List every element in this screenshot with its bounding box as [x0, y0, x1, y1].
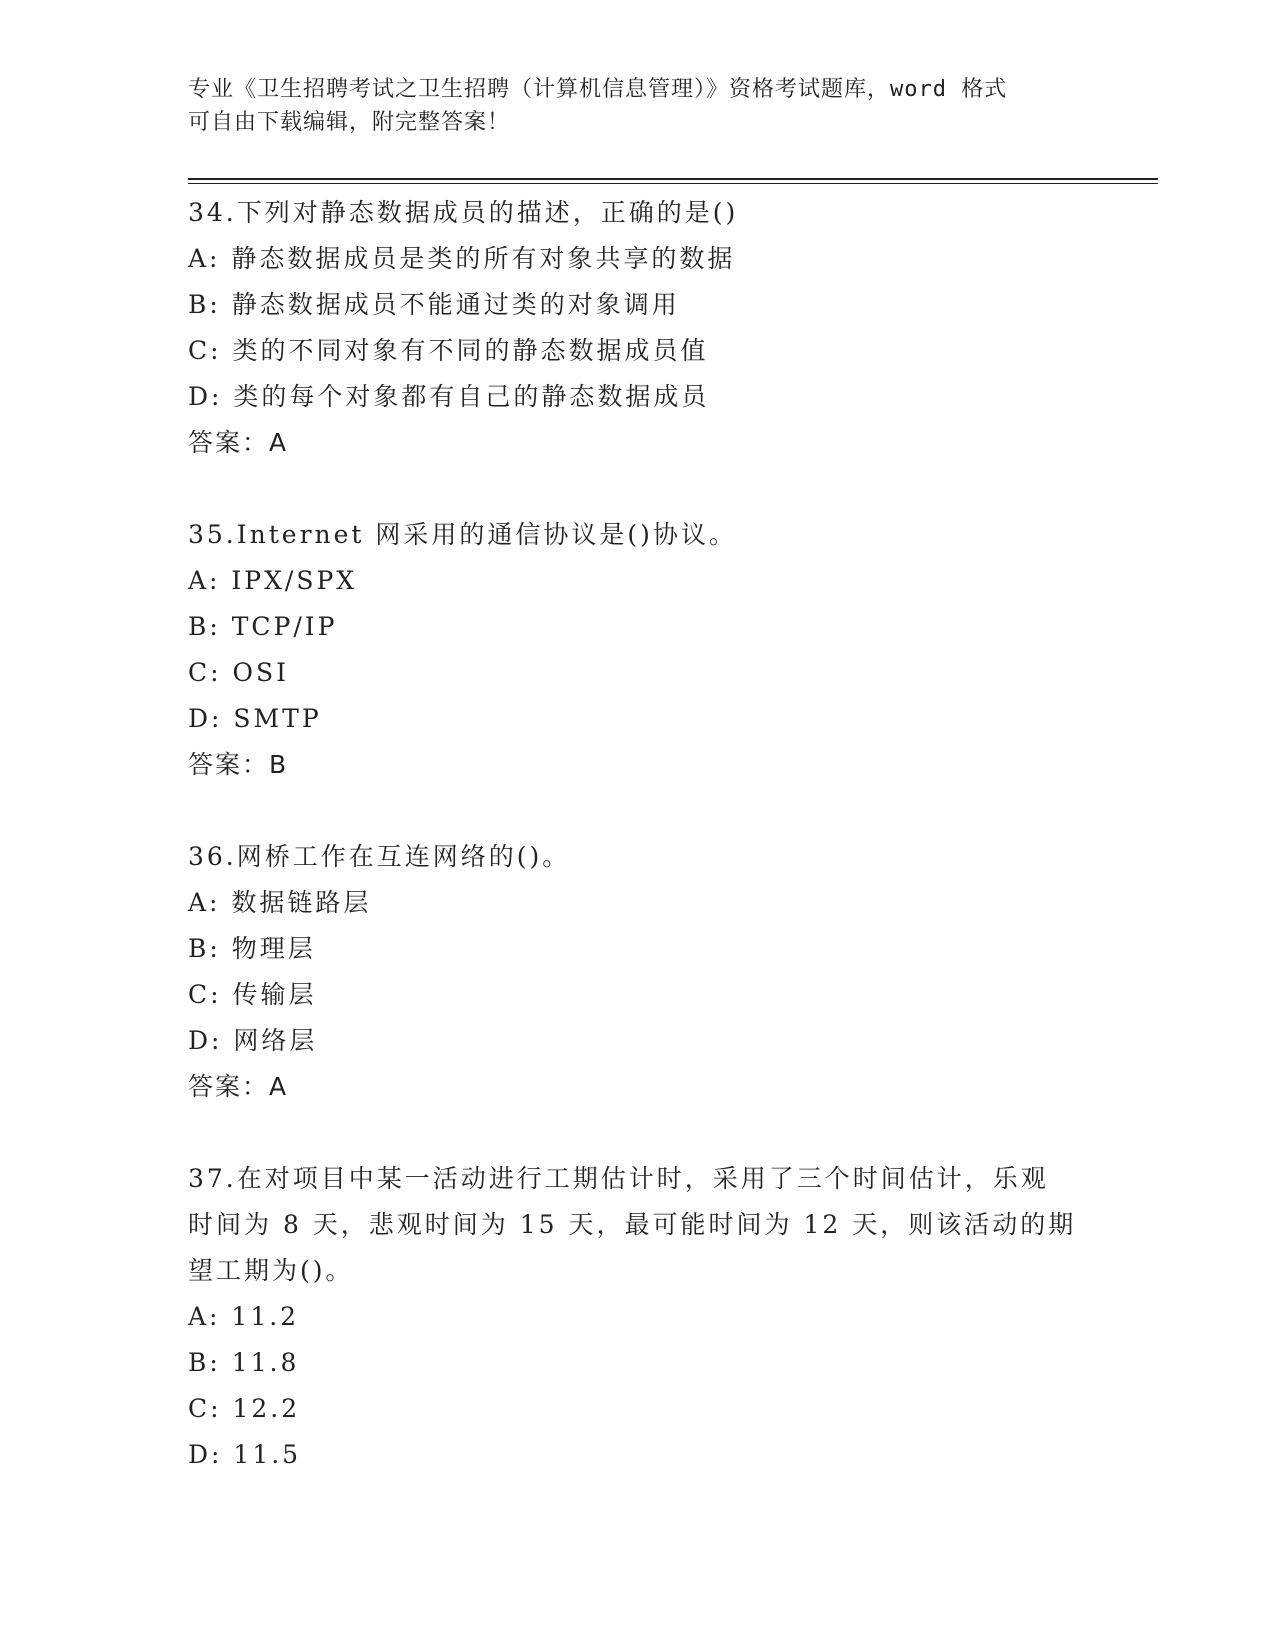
question-34 — [188, 190, 1088, 466]
option-a: A: 数据链路层 — [188, 888, 372, 917]
option-b: B: 11.8 — [188, 1348, 300, 1377]
option-a: A: 11.2 — [188, 1302, 300, 1331]
question-list — [188, 190, 1088, 1478]
header-line-2: 可自由下载编辑，附完整答案！ — [188, 110, 511, 135]
option-b: B: 物理层 — [188, 934, 316, 963]
question-stem — [188, 190, 1088, 236]
header-divider-thick — [188, 178, 1158, 180]
option-d: D: 网络层 — [188, 1026, 318, 1055]
question-stem-line: 35.Internet 网采用的通信协议是()协议。 — [188, 520, 737, 549]
question-35 — [188, 512, 1088, 788]
answer-line: 答案：A — [188, 428, 289, 457]
question-stem-line: 时间为 8 天，悲观时间为 15 天，最可能时间为 12 天，则该活动的期 — [188, 1210, 1077, 1239]
option-c: C: 类的不同对象有不同的静态数据成员值 — [188, 336, 709, 365]
question-stem — [188, 834, 1088, 880]
option-b: B: TCP/IP — [188, 612, 338, 641]
answer-line: 答案：B — [188, 750, 289, 779]
header-divider-thin — [188, 183, 1158, 184]
option-c: C: 传输层 — [188, 980, 317, 1009]
option-c: C: 12.2 — [188, 1394, 301, 1423]
option-b: B: 静态数据成员不能通过类的对象调用 — [188, 290, 680, 319]
question-36 — [188, 834, 1088, 1110]
option-d: D: 11.5 — [188, 1440, 302, 1469]
document-header — [188, 73, 1068, 139]
question-stem-line: 望工期为()。 — [188, 1256, 354, 1285]
option-a: A: IPX/SPX — [188, 566, 358, 595]
option-d: D: 类的每个对象都有自己的静态数据成员 — [188, 382, 710, 411]
option-c: C: OSI — [188, 658, 289, 687]
answer-line: 答案：A — [188, 1072, 289, 1101]
header-line-1: 专业《卫生招聘考试之卫生招聘（计算机信息管理）》资格考试题库，word 格式 — [188, 77, 1008, 102]
question-stem-line: 37.在对项目中某一活动进行工期估计时，采用了三个时间估计，乐观 — [188, 1164, 1049, 1193]
question-37 — [188, 1156, 1088, 1478]
option-a: A: 静态数据成员是类的所有对象共享的数据 — [188, 244, 736, 273]
question-stem-line: 34.下列对静态数据成员的描述，正确的是() — [188, 198, 739, 227]
option-d: D: SMTP — [188, 704, 322, 733]
question-stem — [188, 1156, 1088, 1294]
question-stem — [188, 512, 1088, 558]
question-stem-line: 36.网桥工作在互连网络的()。 — [188, 842, 571, 871]
